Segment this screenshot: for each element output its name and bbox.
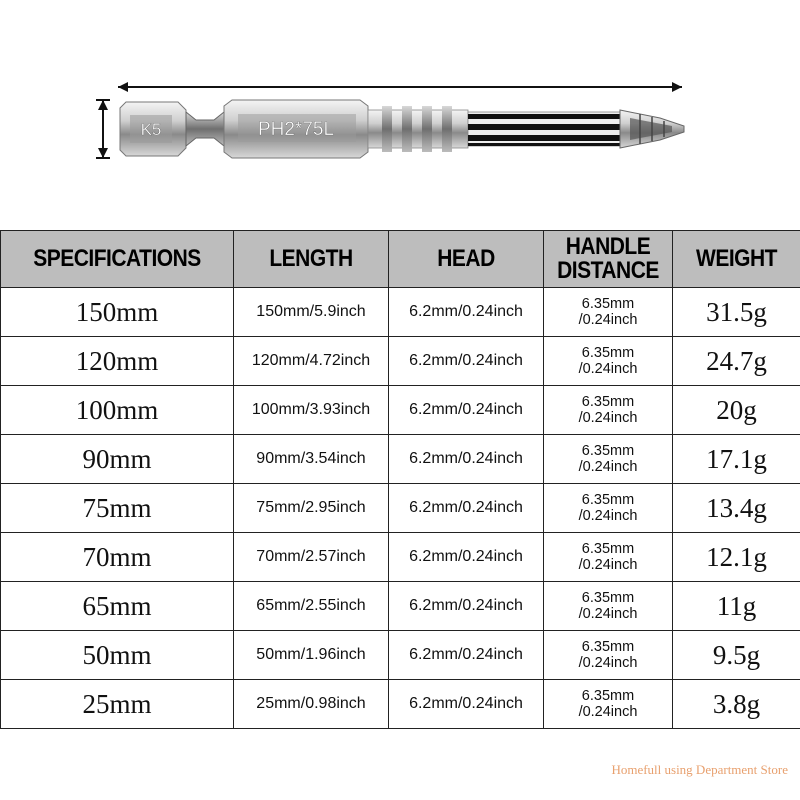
table-row [1, 484, 800, 533]
head-cell: 6.2mm/0.24inch [389, 435, 544, 484]
table-row [1, 631, 800, 680]
screwdriver-bit-diagram [0, 0, 800, 200]
length-cell: 150mm/5.9inch [234, 288, 389, 337]
head-cell: 6.2mm/0.24inch [389, 288, 544, 337]
header-length: LENGTH [234, 231, 389, 288]
spec-cell: 75mm [1, 484, 234, 533]
head-cell: 6.2mm/0.24inch [389, 582, 544, 631]
weight-cell: 9.5g [673, 631, 800, 680]
table-row [1, 288, 800, 337]
spec-cell: 100mm [1, 386, 234, 435]
header-specifications: SPECIFICATIONS [1, 231, 234, 288]
head-cell: 6.2mm/0.24inch [389, 386, 544, 435]
table-row [1, 337, 800, 386]
head-cell: 6.2mm/0.24inch [389, 631, 544, 680]
phillips-tip [620, 110, 684, 148]
spec-cell: 90mm [1, 435, 234, 484]
striped-shaft [468, 112, 620, 146]
bit-label-k5: K5 [140, 120, 162, 139]
head-cell: 6.2mm/0.24inch [389, 337, 544, 386]
length-cell: 120mm/4.72inch [234, 337, 389, 386]
weight-cell: 20g [673, 386, 800, 435]
header-head: HEAD [389, 231, 544, 288]
weight-cell: 31.5g [673, 288, 800, 337]
header-weight: WEIGHT [673, 231, 800, 288]
handle-distance-cell: 6.35mm /0.24inch [544, 533, 673, 582]
spec-cell: 70mm [1, 533, 234, 582]
weight-cell: 24.7g [673, 337, 800, 386]
length-cell: 90mm/3.54inch [234, 435, 389, 484]
specifications-table [0, 230, 800, 729]
table-row [1, 680, 800, 729]
handle-distance-cell: 6.35mm /0.24inch [544, 582, 673, 631]
handle-distance-cell: 6.35mm /0.24inch [544, 288, 673, 337]
length-cell: 100mm/3.93inch [234, 386, 389, 435]
length-dimension-arrow [118, 82, 682, 92]
length-cell: 65mm/2.55inch [234, 582, 389, 631]
table-row [1, 533, 800, 582]
table-row [1, 386, 800, 435]
handle-distance-cell: 6.35mm /0.24inch [544, 631, 673, 680]
length-cell: 70mm/2.57inch [234, 533, 389, 582]
head-cell: 6.2mm/0.24inch [389, 484, 544, 533]
header-handle-distance: HANDLE DISTANCE [544, 231, 673, 288]
spec-cell: 120mm [1, 337, 234, 386]
handle-distance-cell: 6.35mm /0.24inch [544, 386, 673, 435]
handle-distance-cell: 6.35mm /0.24inch [544, 435, 673, 484]
head-cell: 6.2mm/0.24inch [389, 680, 544, 729]
handle-distance-cell: 6.35mm /0.24inch [544, 680, 673, 729]
spec-cell: 50mm [1, 631, 234, 680]
diameter-dimension-arrow [96, 100, 110, 158]
spec-cell: 65mm [1, 582, 234, 631]
length-cell: 75mm/2.95inch [234, 484, 389, 533]
weight-cell: 13.4g [673, 484, 800, 533]
head-cell: 6.2mm/0.24inch [389, 533, 544, 582]
bit-label-size: PH2*75L [257, 119, 335, 140]
spec-cell: 25mm [1, 680, 234, 729]
store-watermark: Homefull using Department Store [611, 762, 788, 777]
handle-distance-cell: 6.35mm /0.24inch [544, 337, 673, 386]
weight-cell: 3.8g [673, 680, 800, 729]
spec-cell: 150mm [1, 288, 234, 337]
weight-cell: 17.1g [673, 435, 800, 484]
table-row [1, 435, 800, 484]
ring-grooves [368, 106, 468, 152]
length-cell: 25mm/0.98inch [234, 680, 389, 729]
table-row [1, 582, 800, 631]
length-cell: 50mm/1.96inch [234, 631, 389, 680]
table-header-row [1, 231, 800, 288]
handle-distance-cell: 6.35mm /0.24inch [544, 484, 673, 533]
weight-cell: 12.1g [673, 533, 800, 582]
weight-cell: 11g [673, 582, 800, 631]
